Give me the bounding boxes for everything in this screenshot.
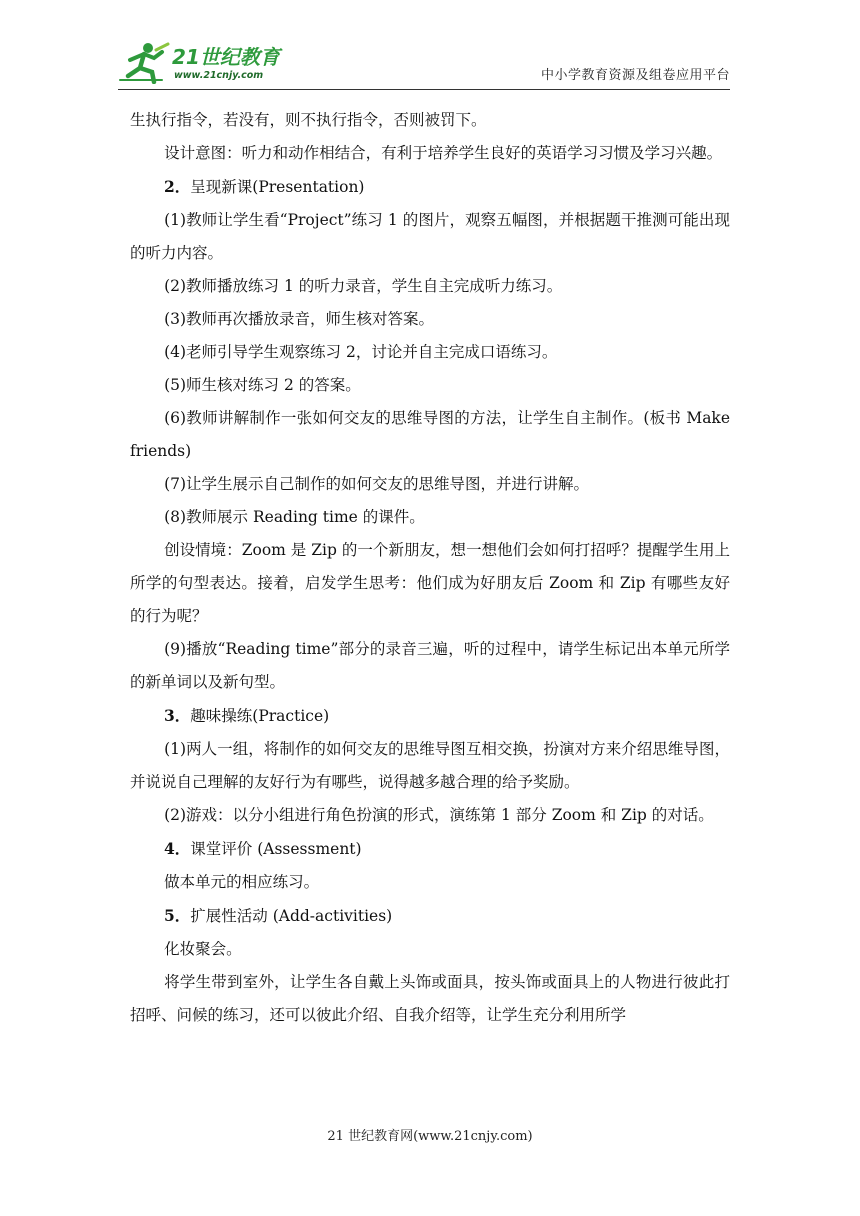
section-heading-4 [130,832,730,866]
paragraph: (9)播放“Reading time”部分的录音三遍，听的过程中，请学生标记出本单元所学的新单词以及新句型。 [130,640,730,691]
paragraph: (3)教师再次播放录音，师生核对答案。 [164,310,435,328]
paragraph: 将学生带到室外，让学生各自戴上头饰或面具，按头饰或面具上的人物进行彼此打招呼、问候的练习，还可以彼此介绍、自我介绍等，让学生充分利用所学 [130,973,730,1024]
paragraph: (1)两人一组，将制作的如何交友的思维导图互相交换，扮演对方来介绍思维导图，并说说自己理解的友好行为有哪些，说得越多越合理的给予奖励。 [130,740,730,791]
section-number: 2． [164,177,191,196]
paragraph: (4)老师引导学生观察练习 2，讨论并自主完成口语练习。 [164,343,558,361]
paragraph: 生执行指令，若没有，则不执行指令，否则被罚下。 [130,111,487,129]
page-footer: 21 世纪教育网(www.21cnjy.com) [327,1129,533,1144]
paragraph: (2)游戏：以分小组进行角色扮演的形式，演练第 1 部分 Zoom 和 Zip 的对话。 [164,806,714,824]
paragraph: 创设情境：Zoom 是 Zip 的一个新朋友，想一想他们会如何打招呼？提醒学生用上所学的句型表达。接着，启发学生思考：他们成为好朋友后 Zoom 和 Zip 有哪些友好的行为呢？ [130,541,730,625]
section-number: 5． [164,906,191,925]
logo-url-text: www.21cnjy.com [174,70,264,81]
design-intent: 设计意图：听力和动作相结合，有利于培养学生良好的英语学习习惯及学习兴趣。 [164,144,723,162]
paragraph: (8)教师展示 Reading time 的课件。 [164,508,425,526]
runner-logo-icon [118,40,288,84]
section-heading-2 [130,170,730,204]
section-title: 课堂评价 (Assessment) [190,840,362,858]
paragraph: (1)教师让学生看“Project”练习 1 的图片，观察五幅图，并根据题干推测可能出现的听力内容。 [130,211,730,262]
paragraph: (5)师生核对练习 2 的答案。 [164,376,361,394]
platform-title: 中小学教育资源及组卷应用平台 [540,68,730,83]
paragraph: (2)教师播放练习 1 的听力录音，学生自主完成听力练习。 [164,277,563,295]
section-number: 4． [164,839,191,858]
section-number: 3． [164,706,191,725]
section-title: 呈现新课(Presentation) [190,178,365,196]
section-heading-3 [130,699,730,733]
logo-main-text: 21世纪教育 [172,45,280,69]
paragraph: 做本单元的相应练习。 [164,873,320,891]
header-divider [118,89,730,90]
document-body [130,104,730,1032]
section-heading-5 [130,899,730,933]
page-header [118,36,730,86]
section-title: 扩展性活动 (Add-activities) [190,907,393,925]
paragraph: 化妆聚会。 [164,940,242,958]
site-logo [118,40,288,84]
paragraph: (7)让学生展示自己制作的如何交友的思维导图，并进行讲解。 [164,475,590,493]
section-title: 趣味操练(Practice) [190,707,330,725]
paragraph: (6)教师讲解制作一张如何交友的思维导图的方法，让学生自主制作。(板书 Make friends) [130,409,730,460]
